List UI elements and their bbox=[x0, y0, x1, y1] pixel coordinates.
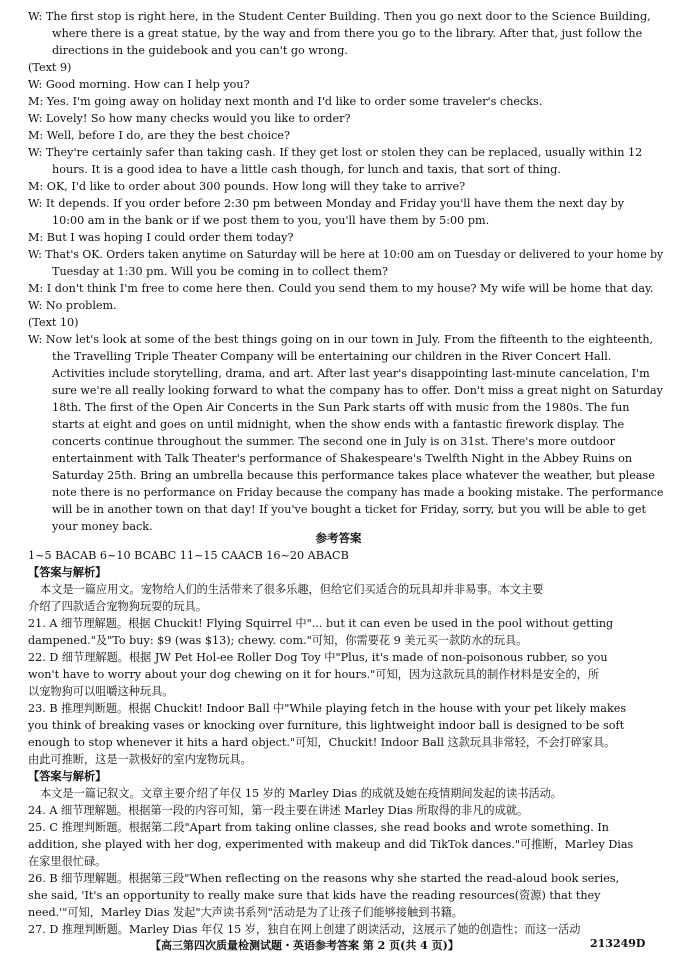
analysis-line: addition, she played with her dog, experimented with makeup and did TikTok dances."可推断，Marley Dias bbox=[28, 838, 634, 851]
monologue-line: starts at eight and goes on until midnight, when the show ends with a fantastic firework display. The bbox=[52, 418, 625, 431]
page-footer-code: 213249D bbox=[590, 937, 646, 950]
dialogue-line: W: No problem. bbox=[28, 299, 117, 312]
dialogue-line: M: But I was hoping I could order them today? bbox=[28, 231, 294, 244]
analysis-line: enough to stop whenever it hits a hard object."可知，Chuckit! Indoor Ball 这款玩具非常轻，不会打碎家具。 bbox=[28, 736, 616, 749]
dialogue-line: W: It depends. If you order before 2:30 pm between Monday and Friday you'll have them the next day by bbox=[28, 197, 625, 210]
analysis-line: 24. A 细节理解题。根据第一段的内容可知，第一段主要在讲述 Marley Dias 所取得的非凡的成就。 bbox=[28, 804, 529, 817]
analysis-line: 在家里很忙碌。 bbox=[28, 855, 107, 868]
monologue-line: your money back. bbox=[52, 520, 153, 533]
dialogue-line: where there is a great statue, by the way and from there you go to the library. After that, just follow the bbox=[52, 27, 643, 40]
dialogue-line: W: The first stop is right here, in the Student Center Building. Then you go next door to the Science Building, bbox=[28, 10, 651, 23]
dialogue-line: M: I don't think I'm free to come here then. Could you send them to my house? My wife will be home that day. bbox=[28, 282, 654, 295]
monologue-line: note there is no performance on Friday because the company has made a booking mistake. The performance bbox=[52, 486, 664, 499]
monologue-line: W: Now let's look at some of the best things going on in our town in July. From the fifteenth to the eighteenth, bbox=[28, 333, 654, 346]
dialogue-line: W: Good morning. How can I help you? bbox=[28, 78, 250, 91]
page-footer-title: 【高三第四次质量检测试题・英语参考答案 第 2 页(共 4 页)】 bbox=[150, 939, 459, 952]
analysis-line: 27. D 推理判断题。Marley Dias 年仅 15 岁，独自在网上创建了朗读活动，这展示了她的创造性；而这一活动 bbox=[28, 923, 581, 936]
analysis-line: she said, 'It's an opportunity to really make sure that kids have the reading resources(资源) that they bbox=[28, 889, 601, 902]
dialogue-line: Tuesday at 1:30 pm. Will you be coming in to collect them? bbox=[52, 265, 389, 278]
analysis-line: 26. B 细节理解题。根据第三段"When reflecting on the reasons why she started the read-aloud book series, bbox=[28, 872, 620, 885]
text-label: (Text 10) bbox=[28, 316, 79, 329]
answer-key-row: 1~5 BACAB 6~10 BCABC 11~15 CAACB 16~20 ABACB bbox=[28, 549, 349, 562]
analysis-line: 介绍了四款适合宠物狗玩耍的玩具。 bbox=[28, 600, 208, 613]
monologue-line: concerts continue throughout the summer. The second one in July is on 31st. There's more outdoor bbox=[52, 435, 615, 448]
section-heading: 【答案与解析】 bbox=[28, 565, 107, 579]
dialogue-line: M: Yes. I'm going away on holiday next month and I'd like to order some traveler's checks. bbox=[28, 95, 543, 108]
dialogue-line: M: Well, before I do, are they the best choice? bbox=[28, 129, 290, 142]
analysis-line: you think of breaking vases or knocking over furniture, this lightweight indoor ball is designed to be soft bbox=[28, 719, 625, 732]
dialogue-line: W: They're certainly safer than taking cash. If they get lost or stolen they can be replaced, usually within 12 bbox=[28, 146, 643, 159]
section-heading: 【答案与解析】 bbox=[28, 769, 107, 783]
analysis-line: 本文是一篇记叙文。文章主要介绍了年仅 15 岁的 Marley Dias 的成就及她在疫情期间发起的读书活动。 bbox=[40, 787, 563, 800]
dialogue-line: W: That's OK. Orders taken anytime on Saturday will be here at 10:00 am on Tuesday or delivered to your home by bbox=[28, 248, 664, 261]
analysis-line: 23. B 推理判断题。根据 Chuckit! Indoor Ball 中"While playing fetch in the house with your pet likely makes bbox=[28, 702, 627, 715]
dialogue-line: M: OK, I'd like to order about 300 pounds. How long will they take to arrive? bbox=[28, 180, 466, 193]
analysis-line: 22. D 细节理解题。根据 JW Pet Hol-ee Roller Dog Toy 中"Plus, it's made of non-poisonous rubber, so you bbox=[28, 651, 608, 664]
monologue-line: entertainment with Talk Theater's performance of Shakespeare's Twelfth Night in the Abbey Ruins on bbox=[52, 452, 633, 465]
monologue-line: 18th. The first of the Open Air Concerts in the Sun Park starts off with music from the 1980s. The fun bbox=[52, 401, 630, 414]
analysis-line: won't have to worry about your dog chewing on it for hours."可知，因为这款玩具的制作材料是安全的，所 bbox=[28, 668, 600, 681]
dialogue-line: directions in the guidebook and you can't go wrong. bbox=[52, 44, 348, 57]
analysis-line: dampened."及"To buy: $9 (was $13); chewy. com."可知，你需要花 9 美元买一款防水的玩具。 bbox=[28, 634, 528, 647]
monologue-line: will be in another town on that day! If you've bought a ticket for Friday, sorry, but you will be able to get bbox=[52, 503, 647, 516]
monologue-line: the Travelling Triple Theater Company will be entertaining our children in the River Concert Hall. bbox=[52, 350, 612, 363]
analysis-line: 由此可推断，这是一款极好的室内宠物玩具。 bbox=[28, 753, 252, 766]
analysis-line: 本文是一篇应用文。宠物给人们的生活带来了很多乐趣，但给它们买适合的玩具却并非易事。本文主要 bbox=[40, 583, 544, 596]
dialogue-line: hours. It is a good idea to have a little cash though, for lunch and taxis, that sort of thing. bbox=[52, 163, 561, 176]
dialogue-line: W: Lovely! So how many checks would you like to order? bbox=[28, 112, 351, 125]
monologue-line: sure we're all really looking forward to what the company has to offer. Don't miss a great night on Saturday bbox=[52, 384, 663, 397]
analysis-line: 21. A 细节理解题。根据 Chuckit! Flying Squirrel 中"... but it can even be used in the pool without getting bbox=[28, 617, 614, 630]
analysis-line: 以宠物狗可以咀嚼这种玩具。 bbox=[28, 685, 174, 698]
answers-heading: 参考答案 bbox=[315, 531, 362, 545]
dialogue-line: 10:00 am in the bank or if we post them to you, you'll have them by 5:00 pm. bbox=[52, 214, 490, 227]
monologue-line: Saturday 25th. Bring an umbrella because this performance takes place whatever the weather, but please bbox=[52, 469, 655, 482]
monologue-line: Activities include storytelling, drama, and art. After last year's disappointing last-minute cancelation, I'm bbox=[52, 367, 650, 380]
analysis-line: 25. C 推理判断题。根据第二段"Apart from taking online classes, she read books and wrote something. In bbox=[28, 821, 609, 834]
text-label: (Text 9) bbox=[28, 61, 72, 74]
analysis-line: need.'"可知，Marley Dias 发起"大声读书系列"活动是为了让孩子们能够接触到书籍。 bbox=[28, 906, 463, 919]
